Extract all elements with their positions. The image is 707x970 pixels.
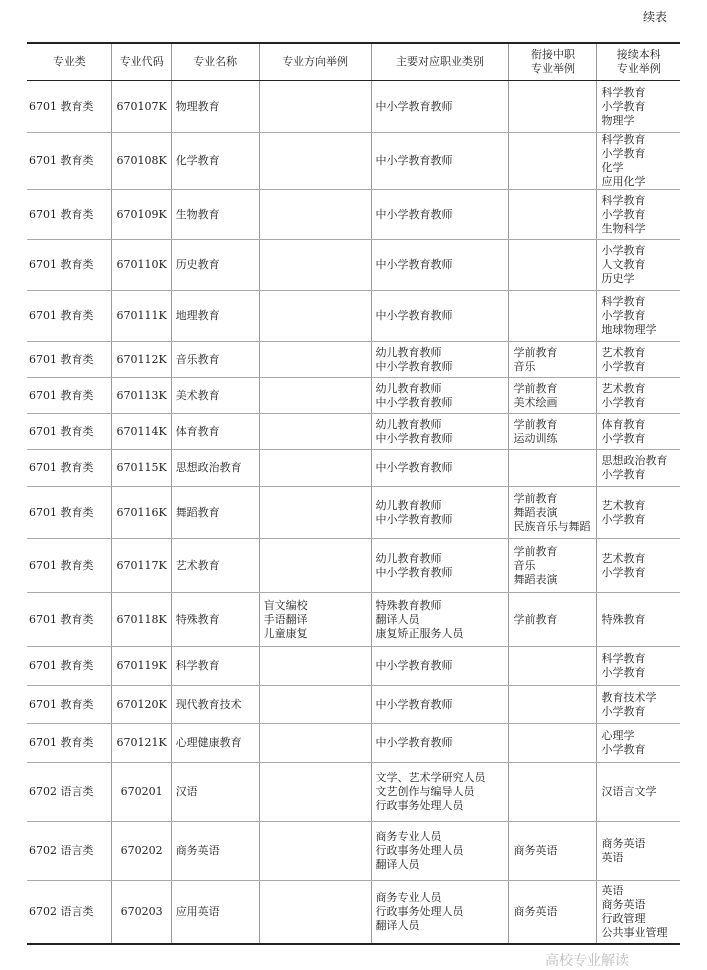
- cell-secondary: [509, 133, 597, 190]
- cell-occupations: [371, 822, 509, 881]
- cell-category: 6701 教育类: [27, 539, 112, 593]
- cell-directions: [259, 822, 371, 881]
- cell-line: 学前教育: [513, 612, 558, 626]
- cell-directions: [259, 539, 371, 593]
- cell-line: 特殊教育教师: [375, 598, 442, 612]
- cell-occupations: [371, 763, 509, 822]
- cell-secondary: [509, 81, 597, 133]
- cell-code: 670115K: [112, 450, 171, 487]
- cell-secondary: [509, 647, 597, 686]
- cell-line: 英语: [601, 883, 624, 897]
- cell-line: 中小学教育教师: [375, 461, 453, 474]
- cell-code: 670108K: [112, 133, 171, 190]
- cell-code: 670118K: [112, 593, 171, 647]
- cell-line: 艺术教育: [601, 381, 646, 395]
- cell-name: 物理教育: [171, 81, 259, 133]
- cell-line: 体育教育: [601, 417, 646, 431]
- cell-undergrad: [597, 724, 680, 763]
- cell-code: 670114K: [112, 414, 171, 450]
- table-row: [27, 190, 680, 240]
- cell-line: 化学: [601, 161, 624, 174]
- cell-occupations: [371, 414, 509, 450]
- cell-line: 中小学教育教师: [375, 736, 453, 749]
- cell-line: 小学教育: [601, 99, 646, 113]
- cell-line: 民族音乐与舞蹈: [513, 519, 591, 533]
- cell-line: 特殊教育: [601, 612, 646, 626]
- cell-secondary: [509, 593, 597, 647]
- cell-category: 6701 教育类: [27, 724, 112, 763]
- cell-line: 中小学教育教师: [375, 207, 453, 221]
- cell-line: 文艺创作与编导人员: [375, 785, 475, 798]
- cell-line: 小学教育: [601, 395, 646, 409]
- cell-occupations: [371, 539, 509, 593]
- cell-secondary: [509, 539, 597, 593]
- cell-line: 中小学教育教师: [375, 99, 453, 113]
- cell-line: 行政事务处理人员: [375, 904, 464, 918]
- cell-line: 英语: [601, 851, 624, 864]
- cell-name: 思想政治教育: [171, 450, 259, 487]
- cell-line: 科学教育: [601, 133, 646, 146]
- cell-directions: [259, 487, 371, 539]
- cell-directions: [259, 686, 371, 724]
- table-row: [27, 378, 680, 414]
- cell-line: 学前教育: [513, 544, 558, 558]
- cell-occupations: [371, 647, 509, 686]
- cell-line: 中小学教育教师: [375, 395, 453, 409]
- cell-undergrad: [597, 881, 680, 944]
- header-occupations: [371, 43, 509, 81]
- table-row: [27, 763, 680, 822]
- cell-line: 历史学: [601, 272, 635, 285]
- cell-line: 盲文编校: [263, 598, 308, 612]
- cell-directions: [259, 593, 371, 647]
- cell-secondary: [509, 450, 597, 487]
- cell-name: 生物教育: [171, 190, 259, 240]
- cell-line: 学前教育: [513, 417, 558, 431]
- cell-line: 运动训练: [513, 431, 558, 445]
- cell-code: 670111K: [112, 291, 171, 342]
- cell-line: 科学教育: [601, 85, 646, 99]
- header-undergrad: [597, 43, 680, 81]
- cell-occupations: [371, 450, 509, 487]
- cell-line: 幼儿教育教师: [375, 345, 442, 359]
- cell-name: 应用英语: [171, 881, 259, 944]
- cell-occupations: [371, 593, 509, 647]
- cell-line: 物理学: [601, 113, 635, 127]
- header-text: 主要对应职业类别: [396, 55, 484, 68]
- cell-line: 小学教育: [601, 512, 646, 526]
- cell-undergrad: [597, 342, 680, 378]
- header-text: 专业名称: [193, 55, 238, 68]
- cell-line: 中小学教育教师: [375, 659, 453, 672]
- cell-occupations: [371, 881, 509, 944]
- table-row: [27, 240, 680, 291]
- cell-line: 科学教育: [601, 193, 646, 207]
- cell-occupations: [371, 133, 509, 190]
- cell-category: 6701 教育类: [27, 414, 112, 450]
- cell-secondary: [509, 763, 597, 822]
- cell-directions: [259, 724, 371, 763]
- cell-occupations: [371, 240, 509, 291]
- cell-category: 6702 语言类: [27, 763, 112, 822]
- cell-line: 科学教育: [601, 295, 646, 308]
- cell-line: 翻译人员: [375, 918, 420, 932]
- cell-category: 6701 教育类: [27, 593, 112, 647]
- cell-category: 6702 语言类: [27, 822, 112, 881]
- cell-line: 小学教育: [601, 468, 646, 481]
- cell-line: 中小学教育教师: [375, 431, 453, 445]
- header-text: 专业方向举例: [282, 55, 349, 68]
- table-row: [27, 133, 680, 190]
- header-text: 接续本科: [616, 48, 661, 61]
- table-row: [27, 593, 680, 647]
- cell-category: 6701 教育类: [27, 686, 112, 724]
- header-directions: [259, 43, 371, 81]
- cell-code: 670201: [112, 763, 171, 822]
- cell-occupations: [371, 487, 509, 539]
- cell-line: 手语翻译: [263, 612, 308, 626]
- cell-line: 文学、艺术学研究人员: [375, 771, 486, 784]
- cell-category: 6701 教育类: [27, 487, 112, 539]
- cell-line: 商务专业人员: [375, 890, 442, 904]
- cell-undergrad: [597, 414, 680, 450]
- cell-line: 小学教育: [601, 666, 646, 679]
- table-row: [27, 450, 680, 487]
- cell-name: 音乐教育: [171, 342, 259, 378]
- cell-line: 小学教育: [601, 431, 646, 445]
- cell-line: 幼儿教育教师: [375, 498, 442, 512]
- cell-undergrad: [597, 378, 680, 414]
- cell-line: 中小学教育教师: [375, 258, 453, 271]
- cell-category: 6701 教育类: [27, 291, 112, 342]
- cell-line: 艺术教育: [601, 345, 646, 359]
- cell-directions: [259, 342, 371, 378]
- cell-name: 体育教育: [171, 414, 259, 450]
- cell-directions: [259, 133, 371, 190]
- cell-name: 特殊教育: [171, 593, 259, 647]
- cell-line: 康复矫正服务人员: [375, 626, 464, 640]
- cell-line: 音乐: [513, 558, 536, 572]
- table-row: [27, 342, 680, 378]
- table-row: [27, 81, 680, 133]
- cell-directions: [259, 647, 371, 686]
- header-text: 专业代码: [119, 55, 164, 68]
- cell-secondary: [509, 822, 597, 881]
- cell-line: 儿童康复: [263, 626, 308, 640]
- cell-line: 中小学教育教师: [375, 697, 453, 711]
- cell-category: 6701 教育类: [27, 647, 112, 686]
- table-row: [27, 724, 680, 763]
- cell-line: 学前教育: [513, 345, 558, 359]
- cell-name: 汉语: [171, 763, 259, 822]
- cell-code: 670109K: [112, 190, 171, 240]
- cell-category: 6701 教育类: [27, 240, 112, 291]
- cell-line: 音乐: [513, 359, 536, 373]
- cell-line: 商务英语: [601, 897, 646, 911]
- cell-line: 小学教育: [601, 704, 646, 718]
- cell-line: 学前教育: [513, 381, 558, 395]
- cell-line: 翻译人员: [375, 612, 420, 626]
- cell-line: 教育技术学: [601, 690, 657, 704]
- cell-line: 小学教育: [601, 565, 646, 579]
- cell-occupations: [371, 724, 509, 763]
- cell-line: 学前教育: [513, 491, 558, 505]
- cell-occupations: [371, 190, 509, 240]
- cell-undergrad: [597, 487, 680, 539]
- cell-name: 历史教育: [171, 240, 259, 291]
- cell-occupations: [371, 342, 509, 378]
- cell-name: 舞蹈教育: [171, 487, 259, 539]
- cell-line: 小学教育: [601, 147, 646, 160]
- cell-code: 670202: [112, 822, 171, 881]
- header-text: 专业类: [52, 55, 86, 68]
- cell-category: 6701 教育类: [27, 450, 112, 487]
- cell-directions: [259, 81, 371, 133]
- cell-directions: [259, 450, 371, 487]
- cell-secondary: [509, 724, 597, 763]
- cell-name: 美术教育: [171, 378, 259, 414]
- cell-line: 幼儿教育教师: [375, 417, 442, 431]
- cell-directions: [259, 414, 371, 450]
- cell-line: 艺术教育: [601, 551, 646, 565]
- cell-line: 思想政治教育: [601, 454, 668, 467]
- table-row: [27, 822, 680, 881]
- continued-label: 续表: [642, 10, 667, 24]
- cell-line: 公共事业管理: [601, 925, 668, 939]
- cell-category: 6702 语言类: [27, 881, 112, 944]
- cell-name: 科学教育: [171, 647, 259, 686]
- header-category: [27, 43, 112, 81]
- cell-undergrad: [597, 539, 680, 593]
- cell-line: 中小学教育教师: [375, 154, 453, 167]
- cell-secondary: [509, 342, 597, 378]
- cell-category: 6701 教育类: [27, 81, 112, 133]
- table-header-row: [27, 43, 680, 81]
- header-secondary: [509, 43, 597, 81]
- cell-code: 670117K: [112, 539, 171, 593]
- table-body: [27, 81, 680, 944]
- cell-directions: [259, 378, 371, 414]
- cell-line: 应用化学: [601, 175, 646, 188]
- cell-line: 小学教育: [601, 207, 646, 221]
- cell-directions: [259, 763, 371, 822]
- cell-line: 美术绘画: [513, 395, 558, 409]
- cell-line: 小学教育: [601, 309, 646, 322]
- table-row: [27, 414, 680, 450]
- cell-undergrad: [597, 647, 680, 686]
- cell-secondary: [509, 881, 597, 944]
- cell-undergrad: [597, 133, 680, 190]
- cell-line: 汉语言文学: [601, 785, 657, 798]
- cell-undergrad: [597, 763, 680, 822]
- majors-table: [27, 42, 680, 945]
- cell-line: 中小学教育教师: [375, 565, 453, 579]
- cell-line: 中小学教育教师: [375, 359, 453, 373]
- cell-line: 商务英语: [601, 837, 646, 850]
- cell-code: 670121K: [112, 724, 171, 763]
- cell-line: 中小学教育教师: [375, 512, 453, 526]
- cell-code: 670116K: [112, 487, 171, 539]
- cell-category: 6701 教育类: [27, 378, 112, 414]
- cell-line: 幼儿教育教师: [375, 381, 442, 395]
- cell-undergrad: [597, 822, 680, 881]
- table-row: [27, 686, 680, 724]
- cell-line: 商务专业人员: [375, 830, 442, 843]
- cell-undergrad: [597, 190, 680, 240]
- cell-code: 670107K: [112, 81, 171, 133]
- cell-name: 地理教育: [171, 291, 259, 342]
- table-row: [27, 881, 680, 944]
- cell-undergrad: [597, 240, 680, 291]
- cell-line: 人文教育: [601, 258, 646, 271]
- cell-secondary: [509, 487, 597, 539]
- cell-secondary: [509, 686, 597, 724]
- cell-undergrad: [597, 81, 680, 133]
- cell-occupations: [371, 81, 509, 133]
- cell-line: 行政管理: [601, 911, 646, 925]
- cell-line: 行政事务处理人员: [375, 844, 464, 857]
- cell-line: 小学教育: [601, 244, 646, 257]
- cell-directions: [259, 240, 371, 291]
- cell-secondary: [509, 240, 597, 291]
- cell-undergrad: [597, 450, 680, 487]
- cell-undergrad: [597, 593, 680, 647]
- cell-occupations: [371, 686, 509, 724]
- header-name: [171, 43, 259, 81]
- cell-occupations: [371, 291, 509, 342]
- cell-category: 6701 教育类: [27, 342, 112, 378]
- cell-code: 670119K: [112, 647, 171, 686]
- cell-line: 幼儿教育教师: [375, 551, 442, 565]
- cell-line: 舞蹈表演: [513, 505, 558, 519]
- cell-occupations: [371, 378, 509, 414]
- cell-code: 670112K: [112, 342, 171, 378]
- cell-directions: [259, 881, 371, 944]
- cell-undergrad: [597, 686, 680, 724]
- cell-line: 翻译人员: [375, 858, 420, 871]
- cell-line: 地球物理学: [601, 323, 657, 336]
- cell-category: 6701 教育类: [27, 133, 112, 190]
- header-text: 专业举例: [530, 62, 575, 75]
- cell-line: 科学教育: [601, 652, 646, 665]
- cell-undergrad: [597, 291, 680, 342]
- header-code: [112, 43, 171, 81]
- cell-code: 670110K: [112, 240, 171, 291]
- cell-line: 行政事务处理人员: [375, 799, 464, 812]
- cell-line: 舞蹈表演: [513, 572, 558, 586]
- cell-secondary: [509, 291, 597, 342]
- cell-name: 艺术教育: [171, 539, 259, 593]
- watermark: 高校专业解读: [545, 953, 629, 969]
- table-row: [27, 487, 680, 539]
- cell-name: 商务英语: [171, 822, 259, 881]
- cell-category: 6701 教育类: [27, 190, 112, 240]
- cell-code: 670203: [112, 881, 171, 944]
- cell-line: 心理学: [601, 729, 635, 742]
- header-text: 专业举例: [616, 62, 661, 75]
- cell-secondary: [509, 378, 597, 414]
- cell-line: 生物科学: [601, 221, 646, 235]
- cell-secondary: [509, 414, 597, 450]
- table-row: [27, 291, 680, 342]
- cell-line: 小学教育: [601, 743, 646, 756]
- table-row: [27, 647, 680, 686]
- cell-name: 现代教育技术: [171, 686, 259, 724]
- cell-secondary: [509, 190, 597, 240]
- cell-name: 心理健康教育: [171, 724, 259, 763]
- cell-line: 商务英语: [513, 844, 558, 857]
- cell-name: 化学教育: [171, 133, 259, 190]
- cell-line: 小学教育: [601, 359, 646, 373]
- cell-directions: [259, 190, 371, 240]
- cell-line: 中小学教育教师: [375, 309, 453, 322]
- cell-directions: [259, 291, 371, 342]
- table-row: [27, 539, 680, 593]
- header-text: 衔接中职: [530, 48, 575, 61]
- cell-line: 商务英语: [513, 904, 558, 918]
- cell-code: 670113K: [112, 378, 171, 414]
- cell-code: 670120K: [112, 686, 171, 724]
- cell-line: 艺术教育: [601, 498, 646, 512]
